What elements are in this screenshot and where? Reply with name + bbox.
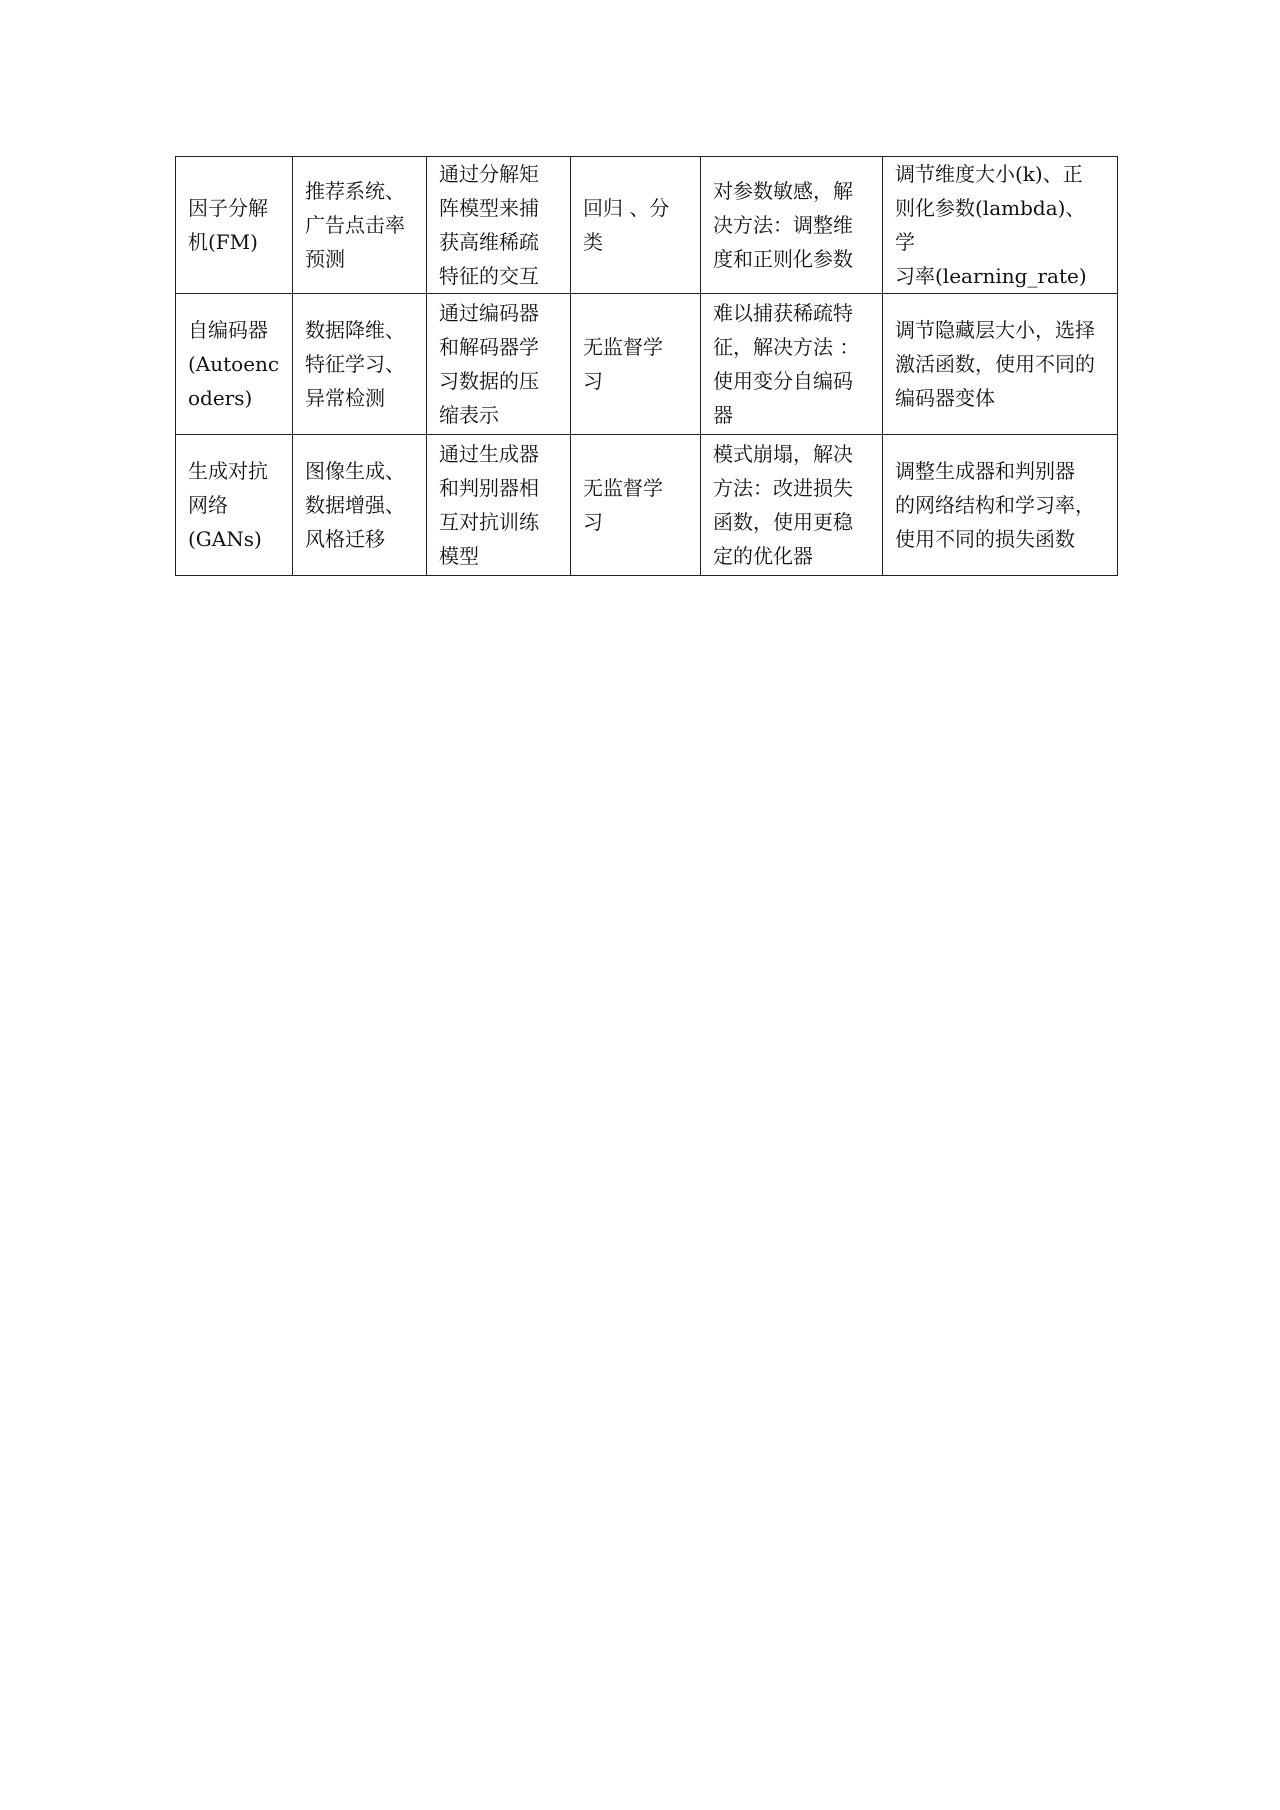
cell-problem-solution: 难以捕获稀疏特 征，解决方法 ： 使用变分自编码 器: [701, 294, 883, 435]
cell-model-name: 自编码器 (Autoenc oders): [176, 294, 293, 435]
cell-tuning: 调节维度大小(k)、正 则化参数(lambda)、学 习率(learning_rate): [883, 157, 1118, 294]
table-row-gans: [176, 435, 1118, 576]
cell-tuning: 调整生成器和判别器 的网络结构和学习率， 使用不同的损失函数: [883, 435, 1118, 576]
cell-principle: 通过编码器 和解码器学 习数据的压 缩表示: [427, 294, 571, 435]
cell-application: 图像生成、 数据增强、 风格迁移: [293, 435, 427, 576]
model-comparison-table: [175, 156, 1118, 576]
cell-application: 推荐系统、 广告点击率 预测: [293, 157, 427, 294]
cell-application: 数据降维、 特征学习、 异常检测: [293, 294, 427, 435]
cell-model-name: 生成对抗 网络 (GANs): [176, 435, 293, 576]
cell-task: 回归 、分 类: [571, 157, 701, 294]
cell-principle: 通过分解矩 阵模型来捕 获高维稀疏 特征的交互: [427, 157, 571, 294]
table-row-autoencoders: [176, 294, 1118, 435]
cell-problem-solution: 对参数敏感，解 决方法：调整维 度和正则化参数: [701, 157, 883, 294]
table-row-factorization-machine: [176, 157, 1118, 294]
cell-model-name: 因子分解 机(FM): [176, 157, 293, 294]
cell-tuning: 调节隐藏层大小，选择 激活函数，使用不同的 编码器变体: [883, 294, 1118, 435]
cell-task: 无监督学 习: [571, 294, 701, 435]
cell-principle: 通过生成器 和判别器相 互对抗训练 模型: [427, 435, 571, 576]
cell-task: 无监督学 习: [571, 435, 701, 576]
cell-problem-solution: 模式崩塌，解决 方法：改进损失 函数，使用更稳 定的优化器: [701, 435, 883, 576]
